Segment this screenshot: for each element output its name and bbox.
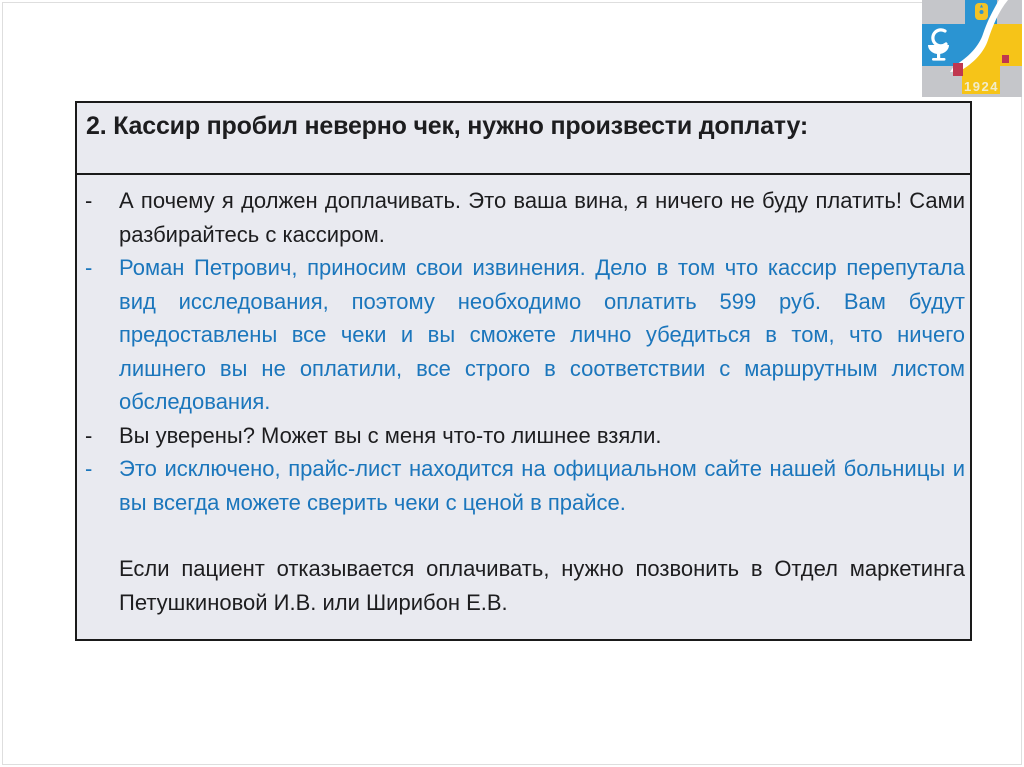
item-dash-bullet: - — [85, 255, 93, 280]
logo-red-accent-left — [953, 63, 963, 76]
item-text: Вы уверены? Может вы с меня что-то лишнее взяли. — [119, 422, 662, 448]
list-item — [85, 419, 965, 453]
soyombo-icon — [975, 3, 988, 20]
item-text: Роман Петрович, приносим свои извинения. Дело в том что кассир перепутала вид исследования, поэтому необходимо оплатить 599 руб. Вам будут предоставлены все чеки и вы сможете лично убедиться в том, что ничего лишнего вы не оплатили, все строго в соответствии с маршрутным листом обследования. — [119, 255, 965, 414]
list-item — [85, 452, 965, 519]
item-dash-bullet: - — [85, 456, 93, 481]
item-text: Если пациент отказывается оплачивать, нужно позвонить в Отдел маркетинга Петушкиновой И.В. или Ширибон Е.В. — [119, 556, 965, 615]
item-text: Это исключено, прайс-лист находится на официальном сайте нашей больницы и вы всегда можете сверить чеки с ценой в прайсе. — [119, 456, 965, 515]
logo-red-accent-right — [1002, 55, 1009, 63]
logo-year-label: 1924 — [964, 79, 999, 94]
item-text: А почему я должен доплачивать. Это ваша вина, я ничего не буду платить! Сами разбирайтесь с кассиром. — [119, 188, 965, 247]
list-item — [85, 552, 965, 619]
hospital-logo — [922, 0, 1022, 97]
dialog-list — [77, 175, 970, 639]
item-dash-bullet: - — [85, 188, 93, 213]
panel-title: 2. Кассир пробил неверно чек, нужно произвести доплату: — [77, 103, 970, 175]
list-item — [85, 184, 965, 251]
hospital-logo-svg — [922, 0, 1022, 97]
list-item — [85, 251, 965, 419]
item-dash-bullet: - — [85, 422, 93, 448]
dialog-panel — [75, 101, 972, 641]
